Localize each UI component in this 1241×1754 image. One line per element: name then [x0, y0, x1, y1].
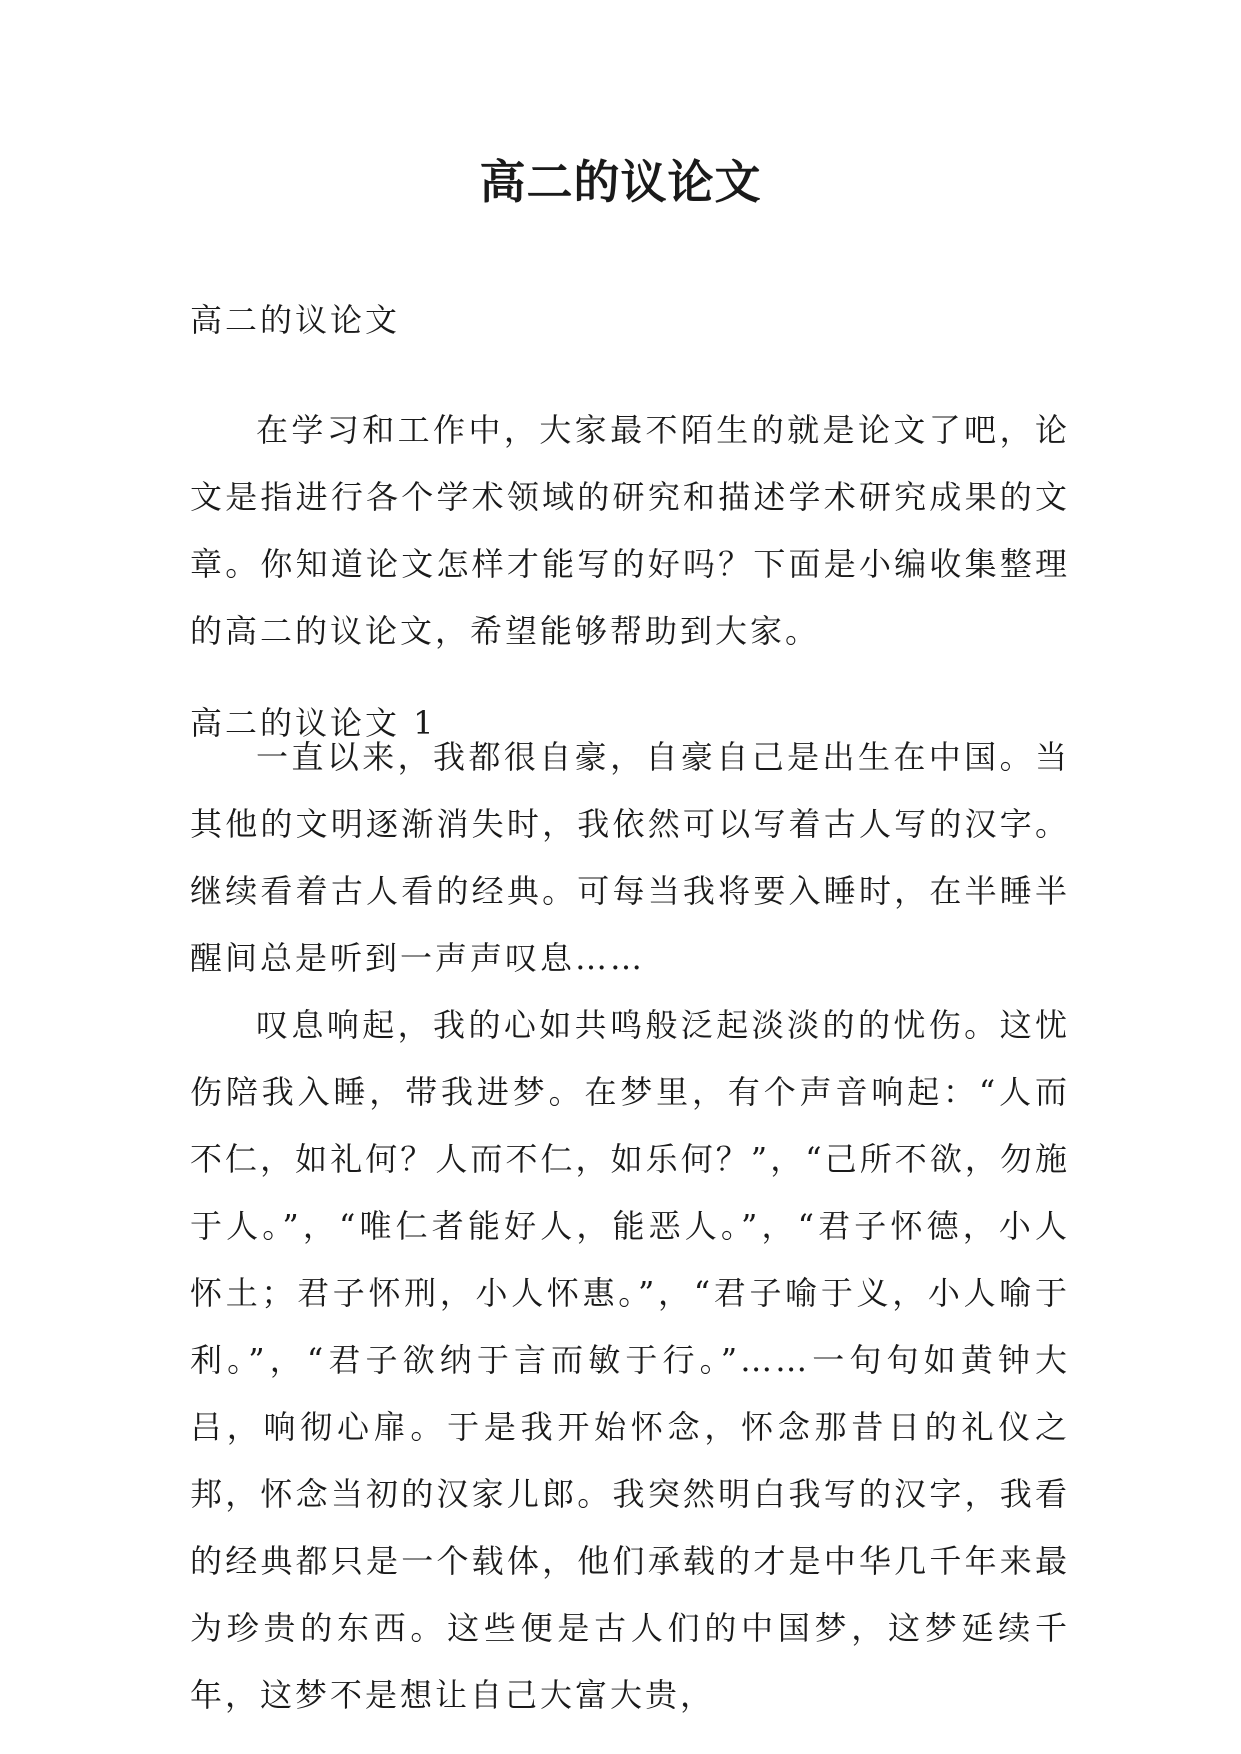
- intro-paragraph: 在学习和工作中，大家最不陌生的就是论文了吧，论文是指进行各个学术领域的研究和描述学术研究成果的文章。你知道论文怎样才能写的好吗？下面是小编收集整理的高二的议论文，希望能够帮助到大家。: [190, 411, 1070, 650]
- section-body: [190, 724, 1070, 1729]
- section-paragraph-1: 一直以来，我都很自豪，自豪自己是出生在中国。当其他的文明逐渐消失时，我依然可以写着古人写的汉字。继续看着古人看的经典。可每当我将要入睡时，在半睡半醒间总是听到一声声叹息……: [190, 738, 1070, 977]
- intro-section: [190, 397, 1070, 665]
- document-title: 高二的议论文: [479, 155, 762, 209]
- document-subtitle: 高二的议论文: [190, 301, 401, 339]
- section-heading: 高二的议论文 1: [190, 704, 437, 742]
- section-paragraph-2: 叹息响起，我的心如共鸣般泛起淡淡的的忧伤。这忧伤陪我入睡，带我进梦。在梦里，有个声音响起：“人而不仁，如礼何？人而不仁，如乐何？”，“己所不欲，勿施于人。”，“唯仁者能好人，能恶人。”，“君子怀德，小人怀土；君子怀刑，小人怀惠。”，“君子喻于义，小人喻于利。”，“君子欲纳于言而敏于行。”……一句句如黄钟大吕，响彻心扉。于是我开始怀念，怀念那昔日的礼仪之邦，怀念当初的汉家儿郎。我突然明白我写的汉字，我看的经典都只是一个载体，他们承载的才是中华几千年来最为珍贵的东西。这些便是古人们的中国梦，这梦延续千年，这梦不是想让自己大富大贵，: [190, 1006, 1070, 1714]
